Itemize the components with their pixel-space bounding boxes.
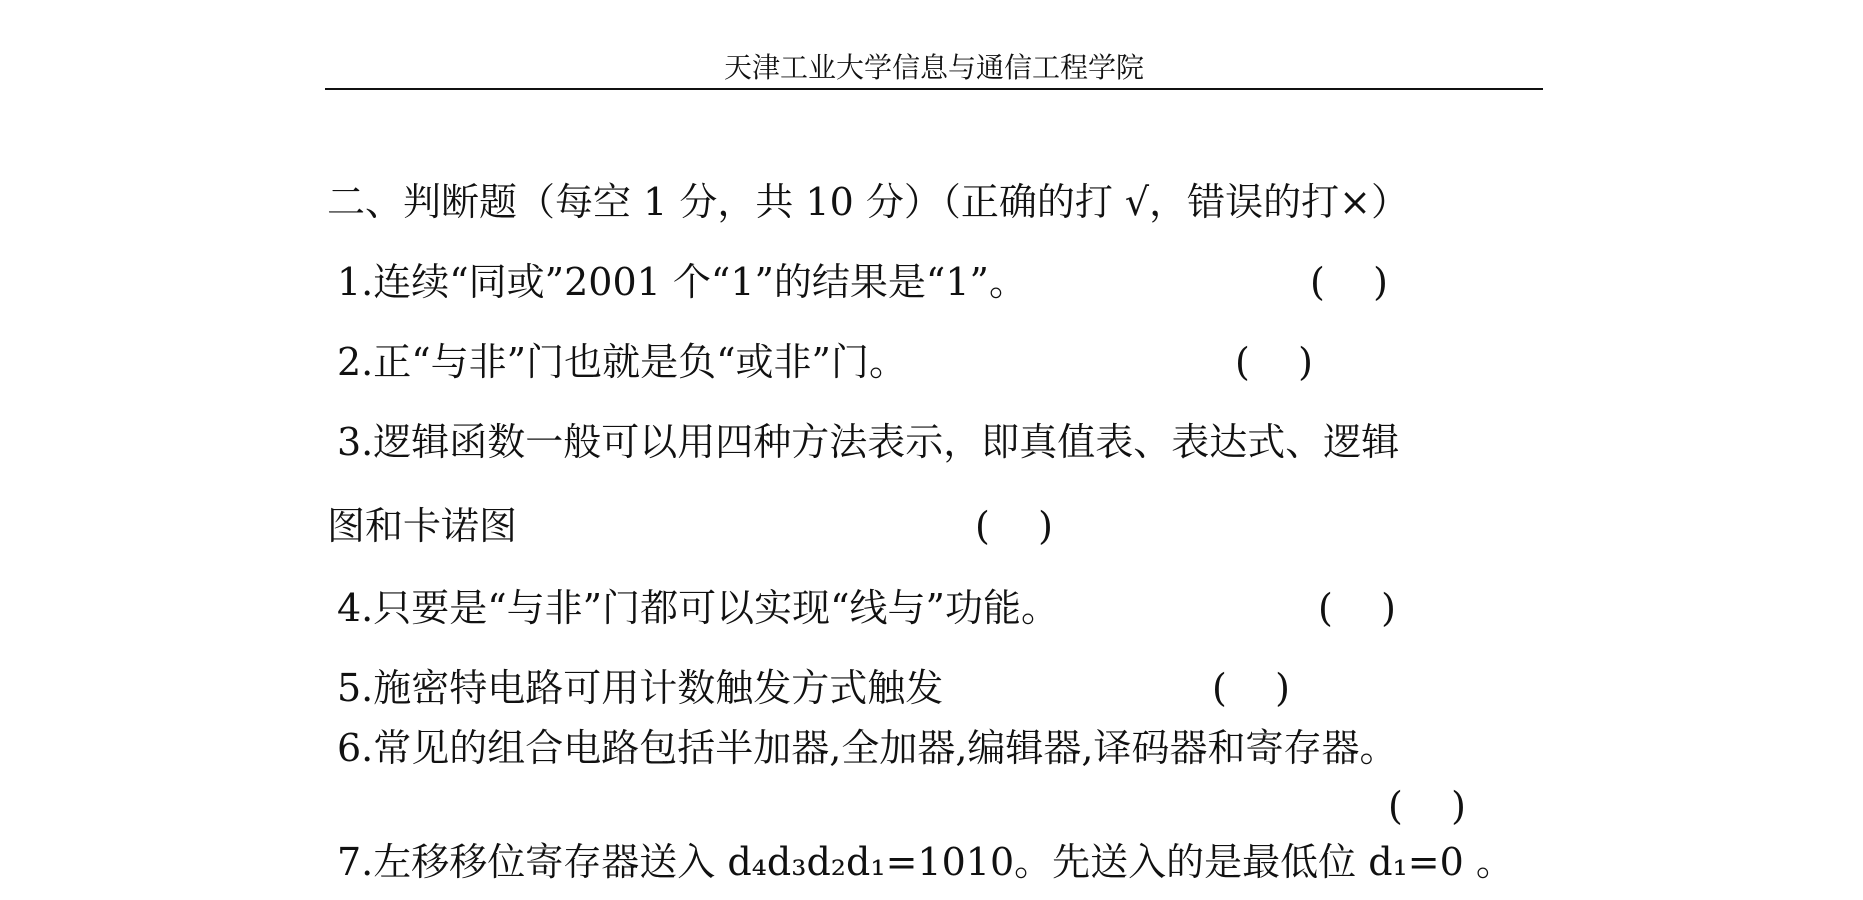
question-5-answer-blank[interactable]: ( ) bbox=[1212, 666, 1290, 710]
question-4-answer-blank[interactable]: ( ) bbox=[1318, 586, 1396, 630]
question-6-answer-blank[interactable]: ( ) bbox=[1388, 784, 1466, 828]
question-1-answer-blank[interactable]: ( ) bbox=[1310, 260, 1388, 304]
section-heading: 二、判断题（每空 1 分，共 10 分）（正确的打 √，错误的打×） bbox=[327, 180, 1409, 224]
question-4-text: 4.只要是“与非”门都可以实现“线与”功能。 bbox=[337, 586, 1059, 630]
question-3-text: 3.逻辑函数一般可以用四种方法表示，即真值表、表达式、逻辑 bbox=[337, 420, 1400, 464]
question-3-answer-blank[interactable]: ( ) bbox=[975, 504, 1053, 548]
header-divider bbox=[325, 88, 1543, 90]
question-5-text: 5.施密特电路可用计数触发方式触发 bbox=[337, 666, 944, 710]
question-6-text: 6.常见的组合电路包括半加器,全加器,编辑器,译码器和寄存器。 bbox=[337, 726, 1398, 770]
question-7-text: 7.左移移位寄存器送入 d₄d₃d₂d₁=1010。先送入的是最低位 d₁=0 。 bbox=[337, 840, 1514, 884]
question-2-answer-blank[interactable]: ( ) bbox=[1235, 340, 1313, 384]
page-header-title: 天津工业大学信息与通信工程学院 bbox=[723, 51, 1144, 84]
question-3-continuation: 图和卡诺图 bbox=[327, 504, 518, 548]
question-2-text: 2.正“与非”门也就是负“或非”门。 bbox=[337, 340, 907, 384]
question-1-text: 1.连续“同或”2001 个“1”的结果是“1”。 bbox=[337, 260, 1027, 304]
